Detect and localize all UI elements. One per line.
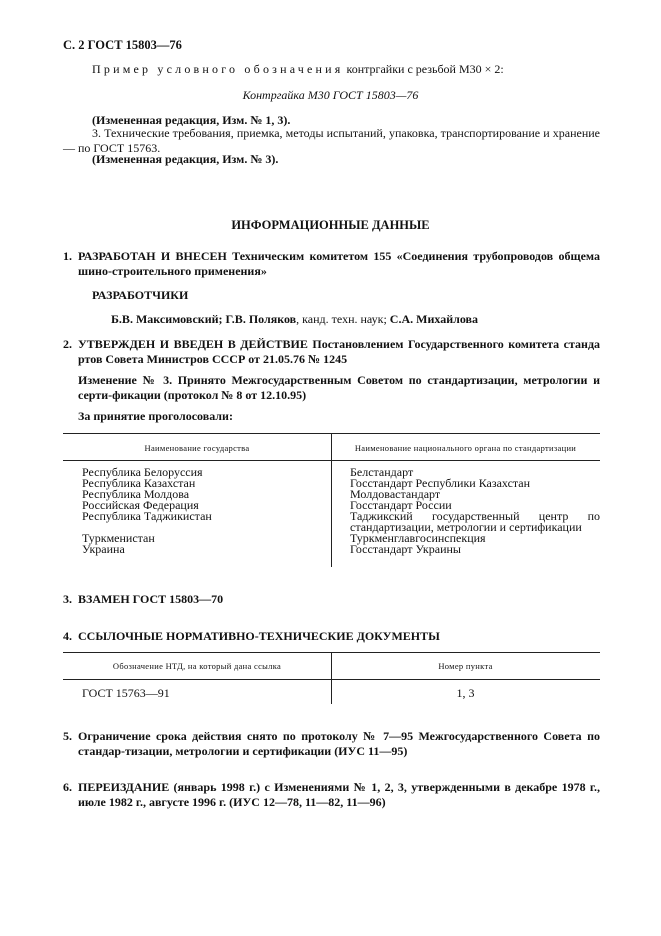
body-cell: Белстандарт — [350, 465, 414, 479]
item-6-number: 6. — [63, 780, 72, 794]
developer-3: С.А. Михайлова — [389, 312, 479, 326]
voted-label: За принятие проголосовали: — [78, 409, 233, 423]
body-cell: Госстандарт Республики Казахстан — [350, 476, 531, 490]
body-word: государственный — [431, 509, 520, 523]
item-1-text — [78, 249, 600, 279]
edition-note-2: (Измененная редакция, Изм. № 3). — [92, 152, 279, 166]
state-cell: Республика Молдова — [82, 487, 190, 501]
developers-title: РАЗРАБОТЧИКИ — [92, 288, 189, 302]
body-cell: Туркменглавгосинспекция — [350, 531, 486, 545]
voting-bodies-column — [350, 467, 600, 555]
ref-clause-cell: 1, 3 — [456, 686, 475, 700]
state-cell: Республика Таджикистан — [82, 509, 212, 523]
item-6-text: ПЕРЕИЗДАНИЕ (январь 1998 г.) с Изменениями № 1, 2, 3, утвержденными в декабре 1978 г., июле 1982 г., августе 1996 г. (ИУС 12—78, 11—82, 11—96) — [78, 780, 600, 809]
clause-3: 3. Технические требования, приемка, методы испытаний, упаковка, транспортирование и хранение — по ГОСТ 15763. — [63, 126, 600, 155]
item-5-text: Ограничение срока действия снято по протоколу № 7—95 Межгосударственного Совета по стандар-тизации, метрологии и сертификации (ИУС 11—95) — [78, 729, 600, 758]
ref-doc-cell: ГОСТ 15763—91 — [82, 686, 170, 700]
designation-example: Контргайка М30 ГОСТ 15803—76 — [242, 88, 419, 102]
item-3-text: ВЗАМЕН ГОСТ 15803—70 — [78, 592, 224, 606]
body-cell: Молдовастандарт — [350, 487, 441, 501]
state-cell: Российская Федерация — [82, 498, 199, 512]
body-word: центр — [538, 509, 569, 523]
voting-states-column — [82, 467, 322, 555]
item-2-text — [78, 337, 600, 367]
designation-rest: контргайки с резьбой М30 × 2: — [346, 62, 504, 76]
body-cell-tajik-cont: стандартизации, метрологии и сертификации — [350, 520, 582, 534]
item-3-number: 3. — [63, 592, 72, 606]
ref-header-clause: Номер пункта — [438, 661, 493, 671]
state-cell: Украина — [82, 542, 125, 556]
ref-header-doc: Обозначение НТД, на который дана ссылка — [112, 661, 282, 671]
item-2-lead: УТВЕРЖДЕН И ВВЕДЕН В ДЕЙСТВИЕ — [78, 337, 308, 351]
state-cell: Туркменистан — [82, 531, 155, 545]
page-header: С. 2 ГОСТ 15803—76 — [63, 38, 182, 52]
change-3-note: Изменение № 3. Принято Межгосударственным Советом по стандартизации, метрологии и серти-фикации (протокол № 8 от 12.10.95) — [78, 373, 600, 402]
edition-note-1: (Измененная редакция, Изм. № 1, 3). — [92, 113, 291, 127]
developers-line — [111, 312, 478, 327]
item-4-text: ССЫЛОЧНЫЕ НОРМАТИВНО-ТЕХНИЧЕСКИЕ ДОКУМЕНТЫ — [78, 629, 440, 643]
body-word: Таджикский — [350, 509, 413, 523]
body-word: по — [587, 509, 600, 523]
item-1-body: Техническим комитетом 155 «Соединения трубопроводов общема шино-строительного применения» — [78, 249, 600, 278]
item-1-lead: РАЗРАБОТАН И ВНЕСЕН — [78, 249, 227, 263]
item-2-number: 2. — [63, 337, 72, 351]
developers-names: Б.В. Максимовский; Г.В. Поляков — [111, 312, 297, 326]
body-cell: Госстандарт России — [350, 498, 452, 512]
state-cell: Республика Казахстан — [82, 476, 196, 490]
body-cell: Госстандарт Украины — [350, 542, 461, 556]
developer-degree: , канд. техн. наук; — [296, 312, 387, 326]
designation-line — [92, 62, 602, 77]
item-5-number: 5. — [63, 729, 72, 743]
voting-header-state: Наименование государства — [144, 443, 250, 453]
item-2-body: Постановлением Государственного комитета станда ртов Совета Министров СССР от 21.05.76 № 1245 — [78, 337, 601, 366]
item-4-number: 4. — [63, 629, 72, 643]
designation-lead: Пример условного обозначения — [92, 62, 344, 76]
info-title: ИНФОРМАЦИОННЫЕ ДАННЫЕ — [231, 218, 430, 232]
voting-header-body: Наименование национального органа по стандартизации — [354, 443, 577, 453]
item-1-number: 1. — [63, 249, 72, 263]
state-cell: Республика Белоруссия — [82, 465, 203, 479]
